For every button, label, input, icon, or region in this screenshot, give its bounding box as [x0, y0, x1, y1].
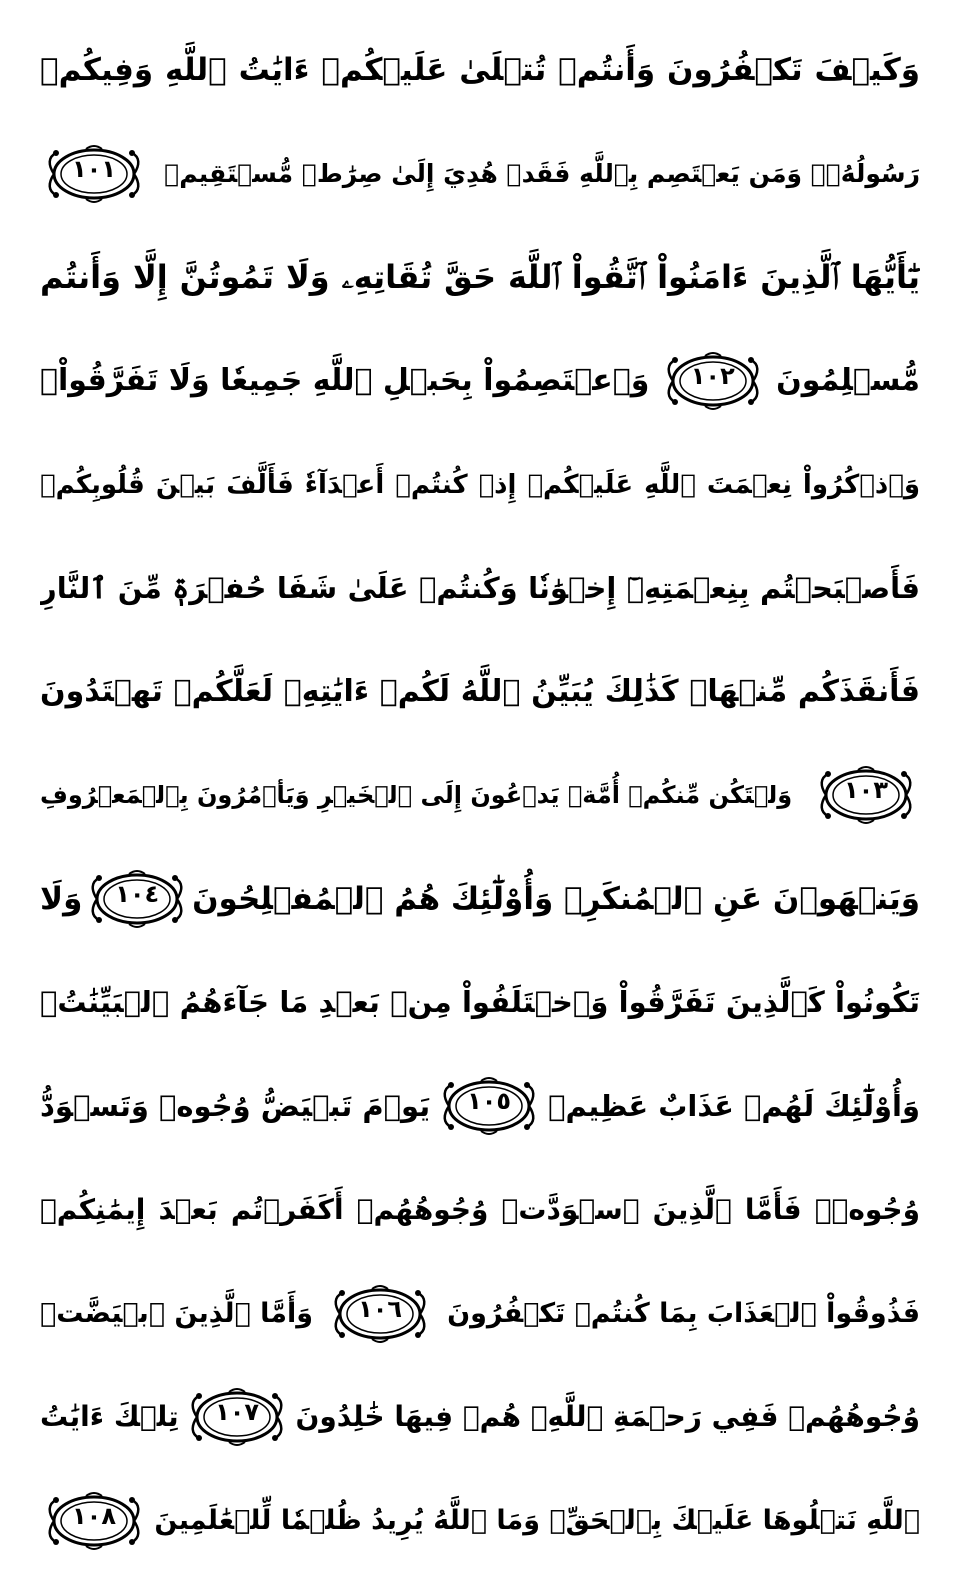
text-line — [40, 755, 920, 835]
text-line — [40, 445, 920, 525]
verse-number-marker-icon — [332, 1283, 428, 1345]
text-line — [40, 30, 920, 110]
verse-number: ١٠٢ — [690, 361, 735, 390]
text-line — [40, 134, 920, 214]
text-line — [40, 548, 920, 628]
verse-text: وَأَمَّا ٱلَّذِينَ ٱبۡيَضَّتۡ — [40, 1298, 314, 1330]
text-line — [40, 1170, 920, 1250]
verse-number-marker-icon — [189, 1386, 285, 1448]
text-line — [40, 859, 920, 939]
verse-number: ١٠١ — [72, 154, 116, 183]
verse-text: وُجُوهُهُمۡ فَفِي رَحۡمَةِ ٱللَّهِۖ هُمۡ فِيهَا خَٰلِدُونَ — [295, 1400, 920, 1434]
verse-number-marker-icon — [46, 1490, 142, 1552]
text-line — [40, 1377, 920, 1457]
text-line — [40, 1274, 920, 1354]
verse-number-marker-icon — [818, 764, 914, 826]
verse-text: يَٰٓأَيُّهَا ٱلَّذِينَ ءَامَنُواْ ٱتَّقُواْ ٱللَّهَ حَقَّ تُقَاتِهِۦ وَلَا تَمُوتُنَّ إِلَّا وَأَنتُم — [40, 258, 920, 297]
verse-text: رَسُولُهُۥۗ وَمَن يَعۡتَصِم بِٱللَّهِ فَقَدۡ هُدِيَ إِلَىٰ صِرَٰطٖ مُّسۡتَقِيمٖ — [164, 159, 920, 189]
text-line — [40, 1066, 920, 1146]
verse-text: وَٱعۡتَصِمُواْ بِحَبۡلِ ٱللَّهِ جَمِيعٗا وَلَا تَفَرَّقُواْۚ — [40, 362, 650, 398]
verse-text: وَأُوْلَٰٓئِكَ لَهُمۡ عَذَابٌ عَظِيمٞ — [548, 1088, 920, 1123]
verse-text: وَلۡتَكُن مِّنكُمۡ أُمَّةٞ يَدۡعُونَ إِلَى ٱلۡخَيۡرِ وَيَأۡمُرُونَ بِٱلۡمَعۡرُوفِ — [40, 781, 793, 810]
verse-text: وُجُوهٞۚ فَأَمَّا ٱلَّذِينَ ٱسۡوَدَّتۡ وُجُوهُهُمۡ أَكَفَرۡتُم بَعۡدَ إِيمَٰنِكُمۡ — [40, 1193, 920, 1227]
verse-number-marker-icon — [665, 350, 761, 412]
verse-text: وَكَيۡفَ تَكۡفُرُونَ وَأَنتُمۡ تُتۡلَىٰ عَلَيۡكُمۡ ءَايَٰتُ ٱللَّهِ وَفِيكُمۡ — [40, 51, 920, 88]
verse-text: فَأَصۡبَحۡتُم بِنِعۡمَتِهِۦٓ إِخۡوَٰنٗا وَكُنتُمۡ عَلَىٰ شَفَا حُفۡرَةٖ مِّنَ ٱلنَّارِ — [40, 570, 920, 605]
verse-text: وَلَا — [40, 880, 83, 917]
verse-number: ١٠٥ — [467, 1087, 512, 1116]
verse-text: تِلۡكَ ءَايَٰتُ — [40, 1400, 179, 1434]
verse-text: تَكُونُواْ كَٱلَّذِينَ تَفَرَّقُواْ وَٱخۡتَلَفُواْ مِنۢ بَعۡدِ مَا جَآءَهُمُ ٱلۡبَيِّنَٰتُۚ — [40, 985, 920, 1020]
verse-number-marker-icon — [89, 868, 185, 930]
verse-text: وَيَنۡهَوۡنَ عَنِ ٱلۡمُنكَرِۚ وَأُوْلَٰٓئِكَ هُمُ ٱلۡمُفۡلِحُونَ — [192, 880, 920, 917]
verse-text: وَٱذۡكُرُواْ نِعۡمَتَ ٱللَّهِ عَلَيۡكُمۡ إِذۡ كُنتُمۡ أَعۡدَآءٗ فَأَلَّفَ بَيۡنَ قُلُوبِكُمۡ — [40, 469, 920, 500]
verse-number: ١٠٤ — [115, 880, 160, 909]
verse-text: مُّسۡلِمُونَ — [776, 362, 920, 398]
verse-text: فَذُوقُواْ ٱلۡعَذَابَ بِمَا كُنتُمۡ تَكۡفُرُونَ — [447, 1298, 920, 1330]
verse-number-marker-icon — [441, 1075, 537, 1137]
text-line — [40, 963, 920, 1043]
verse-number-marker-icon — [46, 143, 142, 205]
text-line — [40, 237, 920, 317]
text-line — [40, 652, 920, 732]
text-line — [40, 1481, 920, 1561]
verse-number: ١٠٦ — [358, 1294, 403, 1323]
text-line — [40, 341, 920, 421]
verse-text: ٱللَّهِ نَتۡلُوهَا عَلَيۡكَ بِٱلۡحَقِّۗ وَمَا ٱللَّهُ يُرِيدُ ظُلۡمٗا لِّلۡعَٰلَمِينَ — [154, 1505, 920, 1537]
verse-text: فَأَنقَذَكُم مِّنۡهَاۗ كَذَٰلِكَ يُبَيِّنُ ٱللَّهُ لَكُمۡ ءَايَٰتِهِۦ لَعَلَّكُمۡ تَهۡتَدُونَ — [40, 673, 920, 709]
verse-number: ١٠٨ — [72, 1501, 116, 1530]
verse-number: ١٠٣ — [844, 776, 888, 805]
verse-number: ١٠٧ — [215, 1398, 260, 1427]
verse-text: يَوۡمَ تَبۡيَضُّ وُجُوهٞ وَتَسۡوَدُّ — [40, 1088, 431, 1123]
